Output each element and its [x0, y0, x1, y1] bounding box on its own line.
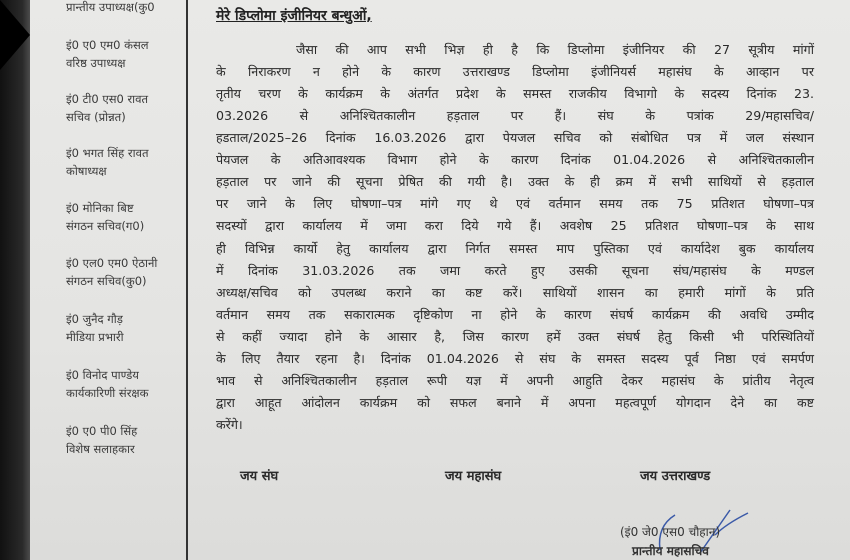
- officer-title: सचिव (प्रोन्नत): [66, 110, 126, 124]
- officer-entry: [66, 0, 155, 16]
- paragraph-line: भाव से अनिश्चितकालीन हड़ताल रूपी यज्ञ में अपनी आहुति देकर महासंघ के प्रांतीय नेतृत्व: [216, 373, 814, 388]
- signatory-title: प्रान्तीय महासचिव: [632, 544, 709, 558]
- slogan-jai-mahasangh: जय महासंघ: [445, 469, 502, 484]
- officer-name: इं0 विनोद पाण्डेय: [66, 368, 139, 382]
- slogan-jai-sangh: जय संघ: [240, 469, 279, 484]
- paragraph-line: के लिए तैयार रहना है। दिनांक 01.04.2026 से संघ के समस्त सदस्य पूर्व निष्ठा एवं समर्पण: [216, 351, 814, 366]
- paragraph-line: 03.2026 से अनिश्चितकालीन हड़ताल पर हैं। संघ के पत्रांक 29/महासचिव/: [216, 108, 814, 123]
- officer-entry: [66, 422, 137, 458]
- paragraph-line: करेंगे।: [216, 417, 243, 432]
- officer-name: इं0 मोनिका बिष्ट: [66, 201, 134, 215]
- photo-background-edge: [0, 0, 32, 560]
- paragraph-line: सदस्यों द्वारा कार्यालय में जमा करा दिये गये हैं। अवशेष 25 प्रतिशत घोषणा–पत्र के साथ: [216, 218, 814, 233]
- officer-title: वरिष्ठ उपाध्यक्ष: [66, 56, 126, 70]
- letter-body: [200, 0, 840, 560]
- office-bearers-sidebar: [32, 0, 187, 560]
- officer-entry: [66, 366, 148, 402]
- paragraph-line: अध्यक्ष/सचिव को उपलब्ध कराने का कष्ट करें। साथियों शासन का हमारी मांगों के प्रति: [216, 285, 814, 300]
- paragraph-line: द्वारा आहूत आंदोलन कार्यक्रम को सफल बनाने में अपना महत्वपूर्ण योगदान देने का कष्ट: [216, 395, 814, 410]
- officer-title: मीडिया प्रभारी: [66, 330, 124, 344]
- signatory-name: (इं0 जे0 एस0 चौहान): [620, 525, 721, 539]
- officer-title: कार्यकारिणी संरक्षक: [66, 386, 149, 400]
- officer-title: संगठन सचिव(कु0): [66, 274, 147, 288]
- officer-title: संगठन सचिव(ग0): [66, 219, 145, 233]
- paragraph-line: में दिनांक 31.03.2026 तक जमा करते हुए उसकी सूचना संघ/महासंघ के मण्डल: [216, 263, 814, 278]
- officer-entry: [66, 90, 148, 126]
- paragraph-line: वर्तमान समय तक सकारात्मक दृष्टिकोण ना होने के कारण संघर्ष कार्यक्रम की अवधि उम्मीद: [216, 307, 814, 322]
- officer-entry: [66, 36, 149, 72]
- paragraph-line: तृतीय चरण के कार्यक्रम के अंतर्गत प्रदेश के समस्त राजकीय विभागो के सदस्य दिनांक 23.: [216, 86, 814, 101]
- officer-name: इं0 ए0 एम0 कंसल: [66, 38, 149, 52]
- paragraph-line: हडताल/2025–26 दिनांक 16.03.2026 द्वारा पेयजल सचिव को संबोधित पत्र में जल संस्थान: [216, 130, 814, 145]
- paragraph-line: हड़ताल पर जाने की सूचना प्रेषित की गयी है। उक्त के ही क्रम में सभी साथियों से हड़ताल: [216, 174, 814, 189]
- officer-name: इं0 भगत सिंह रावत: [66, 146, 149, 160]
- officer-entry: [66, 310, 124, 346]
- paragraph-line: से कहीं ज्यादा होने के आसार है, जिस कारण हमें उक्त संघर्ष हेतु किसी भी परिस्थितियों: [216, 329, 814, 344]
- slogan-jai-uttarakhand: जय उत्तराखण्ड: [640, 469, 711, 484]
- paragraph-line: के निराकरण न होने के कारण उत्तराखण्ड डिप्लोमा इंजीनियर्स महासंघ के आव्हान पर: [216, 64, 814, 79]
- officer-entry: [66, 254, 157, 290]
- paragraph-line: जैसा की आप सभी भिज्ञ ही है कि डिप्लोमा इंजीनियर की 27 सूत्रीय मांगों: [296, 42, 814, 57]
- officer-name: इं0 टी0 एस0 रावत: [66, 92, 149, 106]
- column-divider: [186, 0, 188, 560]
- officer-title: प्रान्तीय उपाध्यक्ष(कु0: [66, 0, 155, 14]
- officer-name: इं0 ए0 पी0 सिंह: [66, 424, 138, 438]
- officer-entry: [66, 144, 149, 180]
- paragraph-line: ही विभिन्न कार्यो हेतु कार्यालय द्वारा निर्गत समस्त माप पुस्तिका एवं कार्यादेश बुक कार्यालय: [216, 241, 814, 256]
- photo-shadow: [0, 0, 30, 70]
- officer-name: इं0 एल0 एम0 ऐठानी: [66, 256, 158, 270]
- officer-title: विशेष सलाहकार: [66, 442, 135, 456]
- paragraph-line: पेयजल के अतिआवश्यक विभाग होने के कारण दिनांक 01.04.2026 से अनिश्चितकालीन: [216, 152, 814, 167]
- paragraph-line: पर जाने के लिए घोषणा–पत्र मांगे गए थे एवं वर्तमान समय तक 75 प्रतिशत घोषणा–पत्र: [216, 196, 814, 211]
- officer-title: कोषाध्यक्ष: [66, 164, 107, 178]
- officer-entry: [66, 199, 144, 235]
- greeting-heading: मेरे डिप्लोमा इंजीनियर बन्धुओं,: [216, 8, 372, 24]
- officer-name: इं0 जुनैद गौड़: [66, 312, 123, 326]
